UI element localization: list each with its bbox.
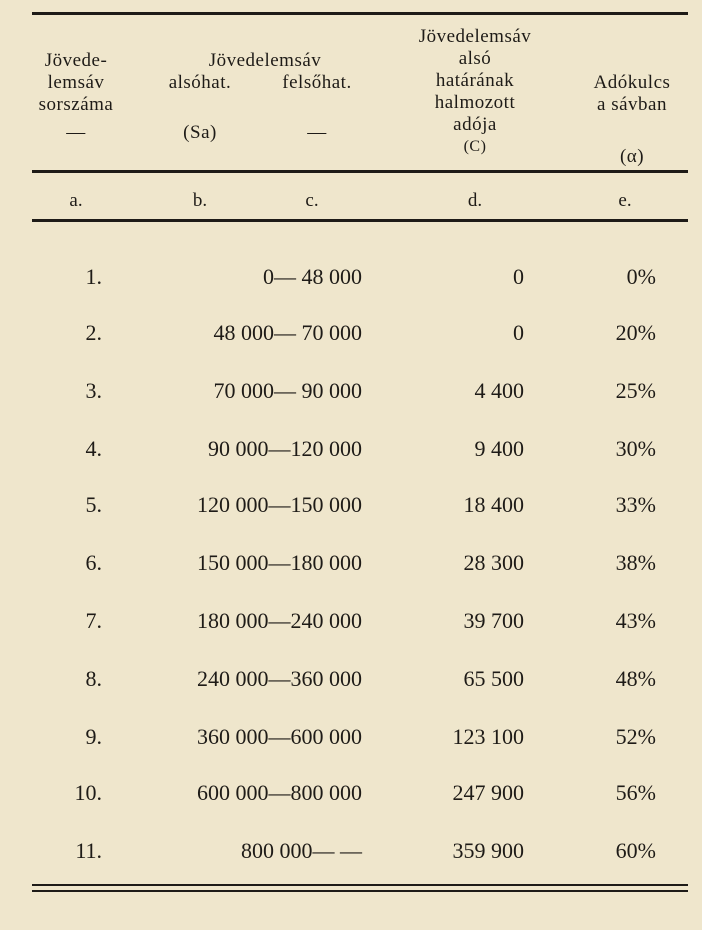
tax-rate: 30%	[615, 436, 656, 461]
table-row	[0, 378, 702, 418]
cumulative-tax: 28 300	[463, 550, 524, 575]
header-col-bc	[150, 50, 380, 72]
income-band: 0— 48 000	[263, 264, 362, 289]
cumulative-tax: 247 900	[452, 780, 524, 805]
header-text: a sávban	[597, 94, 667, 115]
tax-rate: 20%	[615, 320, 656, 345]
header-text: Jövedelemsáv	[418, 26, 532, 47]
tax-rate: 60%	[615, 838, 656, 863]
table-row	[0, 666, 702, 706]
row-number: 10.	[74, 780, 102, 805]
column-letter-c: c.	[305, 190, 319, 211]
tax-rate: 38%	[615, 550, 656, 575]
table-row	[0, 724, 702, 764]
header-text: sorszáma	[38, 94, 114, 115]
header-text: (α)	[619, 146, 645, 167]
letters-rule	[32, 219, 688, 222]
income-band: 90 000—120 000	[208, 436, 362, 461]
cumulative-tax: 39 700	[463, 608, 524, 633]
income-band: 180 000—240 000	[197, 608, 362, 633]
bottom-rule-2	[32, 890, 688, 892]
tax-rate: 25%	[615, 378, 656, 403]
row-number: 7.	[85, 608, 102, 633]
header-text: Jövede-	[44, 50, 108, 71]
header-text: —	[307, 122, 327, 143]
row-number: 11.	[75, 838, 102, 863]
column-letter-e: e.	[618, 190, 632, 211]
header-text: (Sa)	[183, 122, 217, 143]
row-number: 2.	[85, 320, 102, 345]
bottom-rule	[32, 884, 688, 886]
cumulative-tax: 0	[513, 264, 524, 289]
header-text: határának	[435, 70, 515, 91]
header-rule	[32, 170, 688, 173]
header-col-c	[262, 72, 372, 144]
row-number: 3.	[85, 378, 102, 403]
row-number: 6.	[85, 550, 102, 575]
row-number: 4.	[85, 436, 102, 461]
header-text: —	[66, 122, 86, 143]
top-rule	[32, 12, 688, 15]
tax-rate: 43%	[615, 608, 656, 633]
row-number: 5.	[85, 492, 102, 517]
cumulative-tax: 4 400	[474, 378, 524, 403]
header-text: lemsáv	[47, 72, 105, 93]
cumulative-tax: 123 100	[452, 724, 524, 749]
header-text: alsóhat.	[168, 72, 232, 93]
income-band: 360 000—600 000	[197, 724, 362, 749]
tax-rate: 0%	[626, 264, 656, 289]
column-letter-d: d.	[467, 190, 483, 211]
income-band: 800 000— —	[241, 838, 362, 863]
cumulative-tax: 9 400	[474, 436, 524, 461]
tax-rate: 56%	[615, 780, 656, 805]
table-row	[0, 838, 702, 878]
income-band: 48 000— 70 000	[213, 320, 362, 345]
table-row	[0, 492, 702, 532]
tax-rate: 52%	[615, 724, 656, 749]
table-row	[0, 320, 702, 360]
table-row	[0, 436, 702, 476]
header-col-a	[30, 50, 122, 144]
table-row	[0, 608, 702, 648]
header-text: Adókulcs	[593, 72, 671, 93]
header-text: halmozott	[434, 92, 516, 113]
table-row	[0, 550, 702, 590]
header-text: (C)	[463, 138, 487, 155]
row-number: 8.	[85, 666, 102, 691]
header-col-b	[140, 72, 260, 144]
income-band: 600 000—800 000	[197, 780, 362, 805]
income-band: 70 000— 90 000	[213, 378, 362, 403]
header-col-d	[390, 26, 560, 158]
cumulative-tax: 18 400	[463, 492, 524, 517]
table-row	[0, 780, 702, 820]
cumulative-tax: 359 900	[452, 838, 524, 863]
header-text: alsó	[458, 48, 492, 69]
header-text: Jövedelemsáv	[208, 50, 322, 71]
header-text: adója	[453, 114, 497, 135]
tax-rate: 48%	[615, 666, 656, 691]
income-band: 240 000—360 000	[197, 666, 362, 691]
column-letter-a: a.	[69, 190, 83, 211]
header-text: felsőhat.	[282, 72, 352, 93]
row-number: 9.	[85, 724, 102, 749]
cumulative-tax: 0	[513, 320, 524, 345]
row-number: 1.	[85, 264, 102, 289]
income-band: 150 000—180 000	[197, 550, 362, 575]
cumulative-tax: 65 500	[463, 666, 524, 691]
tax-rate: 33%	[615, 492, 656, 517]
header-col-e	[572, 72, 692, 168]
income-band: 120 000—150 000	[197, 492, 362, 517]
table-row	[0, 264, 702, 304]
column-letter-b: b.	[192, 190, 208, 211]
